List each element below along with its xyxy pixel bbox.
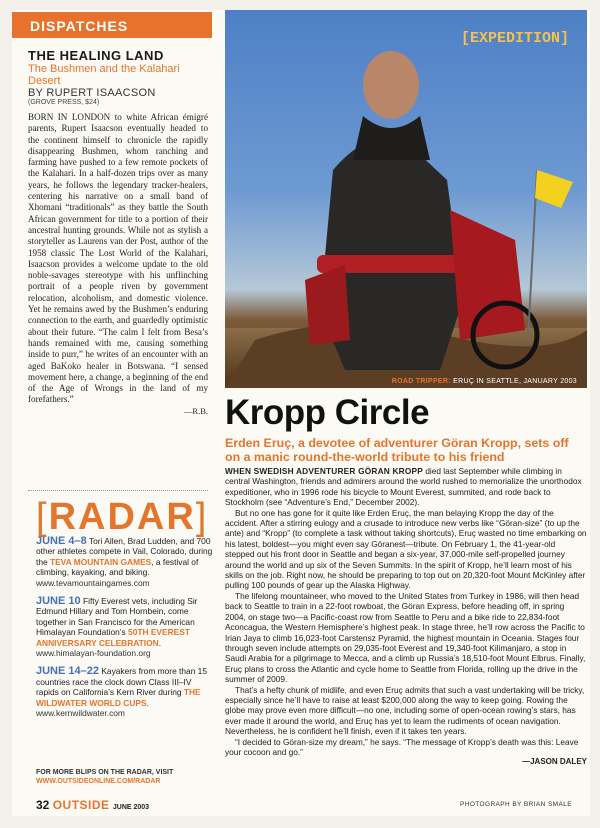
folio: [36, 798, 149, 812]
radar-date: JUNE 10: [36, 595, 81, 608]
bracket-open: [: [36, 496, 49, 538]
radar-text: Tori Allen, Brad Ludden, and 700 other athletes compete in Vail, Colorado, during the: [36, 536, 213, 567]
radar-footer-link[interactable]: WWW.OUTSIDEONLINE.COM/RADAR: [36, 778, 161, 785]
radar-footer: [36, 768, 211, 786]
expedition-tag: [EXPEDITION]: [460, 30, 569, 47]
section-label: DISPATCHES: [30, 18, 129, 34]
radar-text-end: , a festival of climbing, kayaking, and biking.: [36, 556, 199, 578]
radar-text: Fifty Everest vets, including Sir Edmund Hillary and Tom Hornbein, come together in San Francisco for the American Himalayan Foundation’s: [36, 596, 198, 638]
radar-title: RADAR: [48, 496, 196, 538]
article-paragraph: “I decided to Göran-size my dream,” he says. “The message of Kropp’s death was this: Leave your cocoon and go.”: [225, 736, 579, 757]
review-title: THE HEALING LAND: [28, 48, 164, 63]
radar-text-end: .: [158, 637, 162, 648]
paragraph-text: died last September while climbing in central Washington, friends and admirers around the world rushed to memorialize the unorthodox expeditioner, who in 1996 rode his bicycle to Mount Everest, summited, and rode back to Stockholm (see “Adventure’s End,” December 2002).: [225, 466, 582, 508]
radar-date: JUNE 14–22: [36, 665, 99, 678]
divider: [28, 490, 208, 491]
radar-url[interactable]: www.himalayan-foundation.org: [36, 648, 151, 659]
radar-date: JUNE 4–8: [36, 535, 87, 547]
radar-footer-text: FOR MORE BLIPS ON THE RADAR, VISIT: [36, 769, 174, 776]
article-paragraph: But no one has gone for it quite like Erden Eruç, the man belaying Kropp the day of the accident. After a stirring eulogy and a crusade to introduce new verbs like “Göran-size” (to up the ante) and “Kropp” (to complete a task without taking shortcuts), Eruç wasted no time embarking on his latest, boldest—you might even say Göranest—tribute. On February 1, the 41-year-old stepped out his front door in Seattle and began a six-year, 37,000-mile self-propelled journey around the world and up six of the Seven Summits. In the spirit of Kropp, he’ll learn most of his skills on the job. Right now, he should be preparing to top out on 20,320-foot Mount McKinley after pulling 100 pounds of gear up the Alaska Highway.: [225, 507, 587, 591]
radar-item: [36, 666, 216, 718]
bracket-close: ]: [195, 496, 209, 538]
article-deck: Erden Eruç, a devotee of adventurer Göran Kropp, sets off on a manic round-the-world tribute to his friend: [225, 436, 569, 464]
radar-event: 50TH EVEREST ANNIVERSARY CELEBRATION: [36, 627, 190, 648]
hero-photo: [225, 10, 587, 388]
magazine-name: OUTSIDE: [52, 798, 110, 812]
section-band: [12, 12, 212, 38]
radar-event: THE WILDWATER WORLD CUPS: [36, 687, 201, 708]
issue-date: JUNE 2003: [112, 804, 150, 811]
cyclist-illustration: [225, 10, 587, 388]
lead-in: WHEN SWEDISH ADVENTURER GÖRAN KROPP: [225, 466, 423, 476]
review-paragraph: BORN IN LONDON to white African émigré parents, Rupert Isaacson eventually headed to the continent himself to chronicle the rapidly disappearing Bushmen, whom ranching and farming have pushed to a few remote pockets of the Kalahari. In a half-dozen trips over as many years, he follows the legendary tracker-healers, centering his narrative on a small band of Xhomani “traditionals” as they battle the South African government for title to a portion of their ancestral hunting grounds. While not as stylish a storyteller as Laurens van der Post, author of the 1958 classic The Lost World of the Kalahari, Isaacson provides a welcome update to the old noble-savages stereotype with his unflinching portrait of a people riven by government relocation, alcoholism, and domestic violence. Yet he remains awed by the Bushmen’s enduring connection to the earth, and guardedly optimistic about their future. “The calm I felt from Besa’s hands remained with me, causing something inside to purr,” he writes of an encounter with an aged BaKoko healer in Botswana. “I sensed movement here, a change, a beginning of the end of the Age of Wrongs in the land of my forefathers.”: [28, 112, 208, 405]
review-author: BY RUPERT ISAACSON: [28, 87, 156, 99]
review-signature: —R.B.: [183, 405, 208, 416]
radar-item: [36, 596, 216, 658]
radar-text-end: .: [146, 697, 149, 708]
radar-url[interactable]: www.tevamountaingames.com: [36, 577, 150, 588]
review-body: [28, 112, 208, 416]
review-subtitle: The Bushmen and the Kalahari Desert: [28, 63, 180, 87]
article-body: [225, 466, 587, 768]
article-paragraph: The lifelong mountaineer, who moved to the United States from Turkey in 1986, will then head back to Seattle to train in a 22-foot rowboat, the Göran Express, before heading off, in spring 2004, on stage two—a Pacific-coast row from Seattle to Peru and a bike ride to 22,834-foot Aconcagua, the Western Hemisphere’s highest peak. In stage three, he’ll row across the Pacific to Irian Jaya to climb 16,023-foot Carstensz Pyramid, the highest mountain in Oceania. Stages four through seven include attempts on 29,035-foot Everest and 19,340-foot Kilimanjaro, a stop in Saudi Arabia for a pilgrimage to Mecca, and a climb up Russia’s 18,510-foot Mount Elbrus. Finally, Eruç plans to cross the Atlantic and cycle home to Seattle from Florida, rolling up the drive in the summer of 2009.: [225, 590, 586, 685]
article-title: Kropp Circle: [225, 393, 430, 432]
radar-heading: [36, 496, 208, 539]
article-paragraph: [225, 466, 587, 508]
radar-event: TEVA MOUNTAIN GAMES: [49, 556, 152, 567]
book-review: [28, 48, 208, 417]
photo-caption: [392, 378, 577, 385]
caption-text: ERUÇ IN SEATTLE, JANUARY 2003: [453, 378, 577, 385]
review-publisher: (GROVE PRESS, $24): [28, 99, 100, 106]
radar-item: [36, 536, 216, 588]
page-number: 32: [36, 798, 50, 812]
caption-label: ROAD TRIPPER:: [391, 378, 451, 385]
radar-url[interactable]: www.kernwildwater.com: [36, 708, 125, 719]
radar-list: [36, 536, 216, 727]
article-paragraph: That’s a hefty chunk of midlife, and even Eruç admits that such a vast undertaking will be tricky, especially since he’ll have to raise at least $200,000 along the way to keep going. Rowing the globe may prove even more difficult—no one, including some of open-ocean rowing’s stars, has ever made it around the world, and Eruç has yet to learn the rudiments of ocean navigation. Nevertheless, he is confident he’ll finish, even if it takes ten years.: [225, 684, 585, 737]
photo-credit: PHOTOGRAPH BY BRIAN SMALE: [460, 801, 572, 808]
radar-text: Kayakers from more than 15 countries race the clock down Class III–IV rapids on California’s Kern River during: [36, 666, 207, 698]
article-signature: —JASON DALEY: [522, 757, 587, 767]
